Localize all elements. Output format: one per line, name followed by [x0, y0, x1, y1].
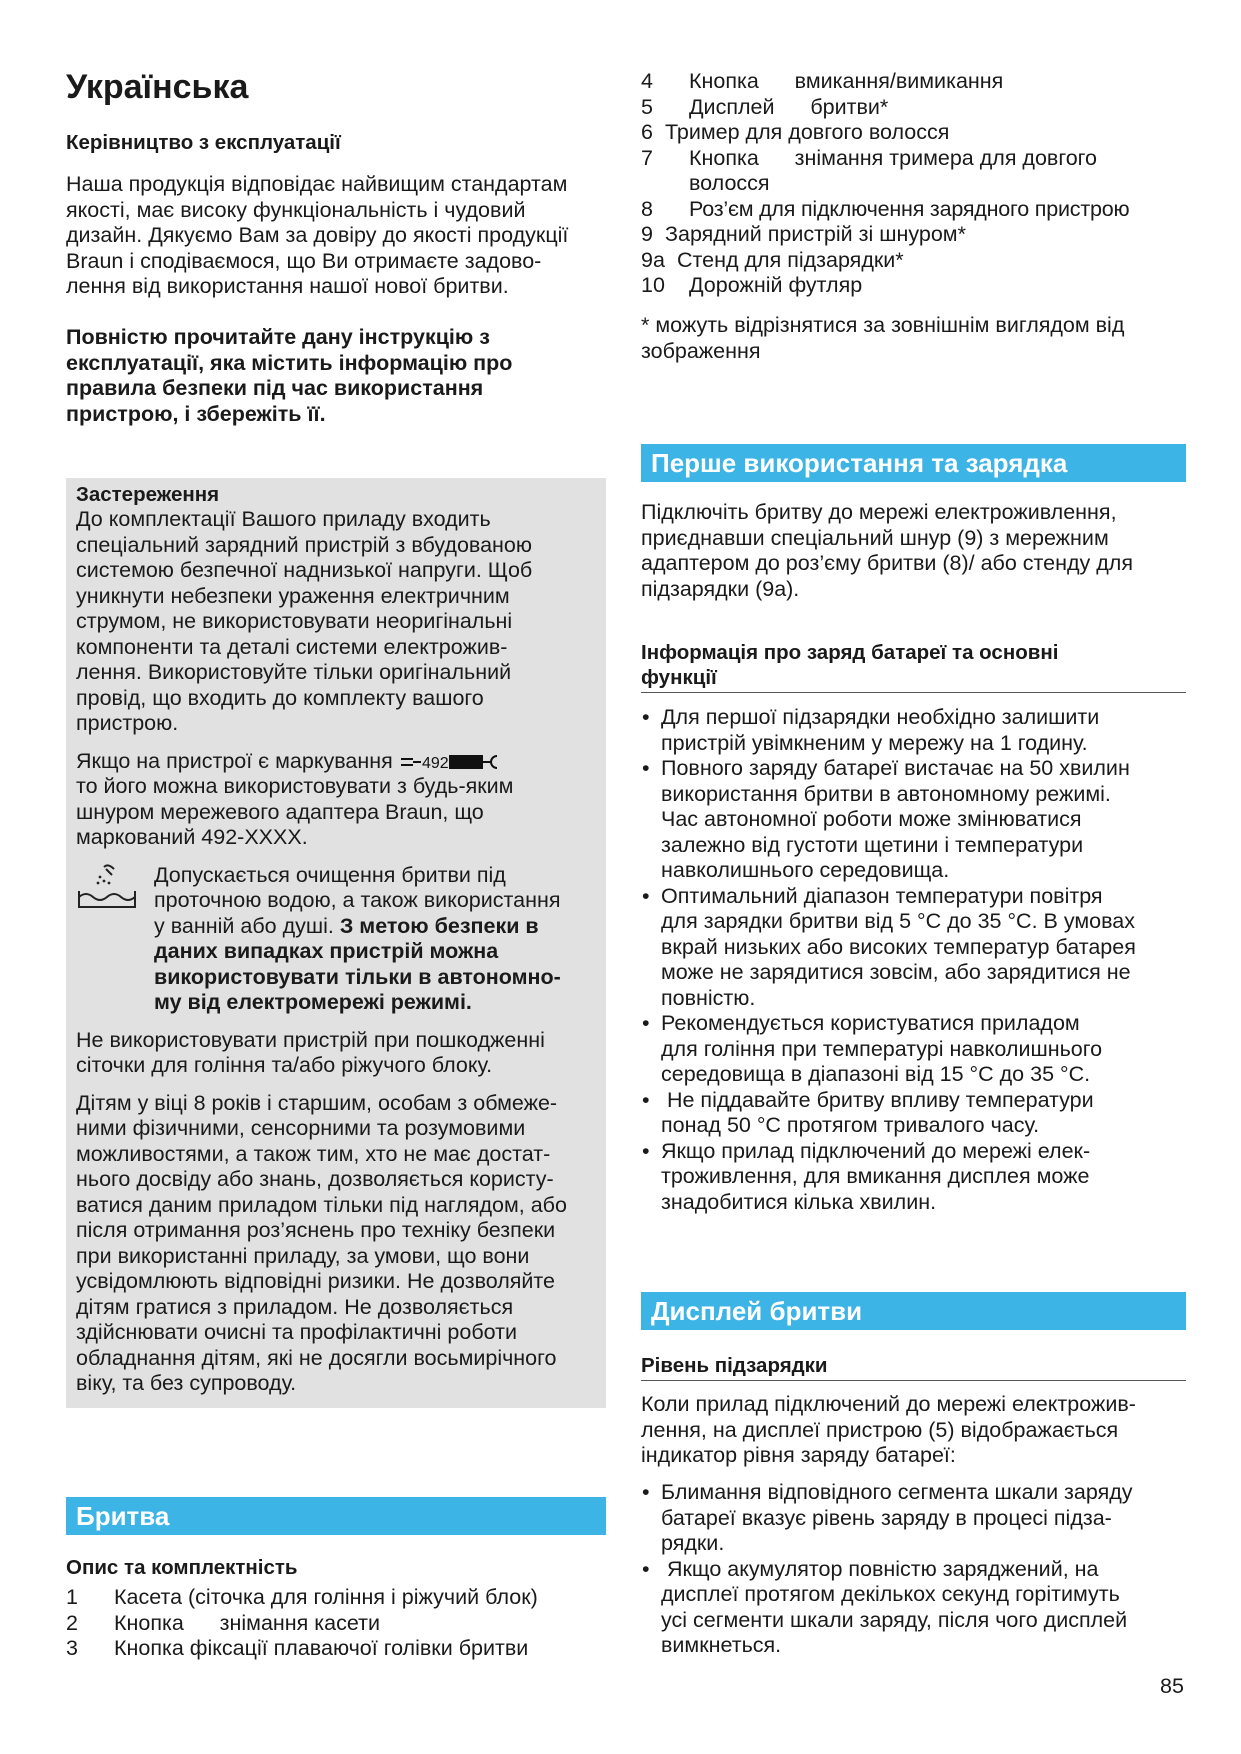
- battery-heading: Інформація про заряд батареї та основні функції: [641, 640, 1186, 693]
- warning-box: [66, 478, 606, 1408]
- shower-note: Допускається очищення бритви під проточною водою, а також використання у ванній або душі. З метою безпеки в даних випадках пристрій можна використовувати тільки в автономно- му від електромережі режимі.: [76, 863, 596, 1016]
- parts-list-right: [641, 69, 1186, 299]
- list-item: • Якщо прилад підключений до мережі елек- троживлення, для вмикання дисплея може знадобитися кілька хвилин.: [641, 1139, 1186, 1216]
- list-item: 7 Кнопка знімання тримера для довгого: [641, 145, 1098, 170]
- list-item: 3 Кнопка фіксації плаваючої голівки бритви: [66, 1636, 529, 1660]
- page-title: Українська: [66, 68, 249, 106]
- description-heading: Опис та комплектність: [66, 1556, 298, 1579]
- intro-paragraph: Наша продукція відповідає найвищим стандартам якості, має високу функціональність і чудовий дизайн. Дякуємо Вам за довіру до якості продукції Braun і сподіваємося, що Ви отримаєте задово- лення від використання нашої нової бритви.: [66, 172, 569, 298]
- symbol-code-text: 492: [421, 754, 449, 771]
- list-item: • Якщо акумулятор повністю заряджений, на дисплеї протягом декількох секунд горітимуть усі сегменти шкали заряду, після чого дисплей вимкнеться.: [641, 1557, 1186, 1659]
- first-use-paragraph: Підключіть бритву до мережі електроживлення, приєднавши спеціальний шнур (9) з мережним адаптером до роз’єму бритви (8)/ або стенду для підзарядки (9a).: [641, 500, 1133, 601]
- battery-bullet-list: [641, 705, 1186, 1215]
- children-paragraph: Дітям у віці 8 років і старшим, особам з обмеже- ними фізичними, сенсорними та розумовими можливостями, а також тим, хто не має достат- нього досвіду або знань, дозволяється користу- ватися даним приладом тільки під наглядом, або після отримання роз’яснень про техніку безпеки при використанні приладу, за умови, що вони усвідомлюють відповідні ризики. Не дозволяйте дітям гратися з приладом. Не дозволяється здійснювати очисні та профілактичні роботи обладнання дітям, які не досягли восьмирічного віку, та без супроводу.: [76, 1090, 567, 1395]
- charge-level-heading: Рівень підзарядки: [641, 1353, 1186, 1381]
- marking-paragraph: Якщо на пристрої є маркування 492 то його можна використовувати з будь-яким шнуром мережевого адаптера Braun, що маркований 492-XXXX.: [76, 748, 514, 849]
- charge-bullet-list: [641, 1480, 1186, 1659]
- warning-heading: Застереження: [76, 483, 220, 506]
- footnote: * можуть відрізнятися за зовнішнім виглядом від зображення: [641, 313, 1125, 363]
- list-item: • Для першої підзарядки необхідно залишити пристрій увімкненим у мережу на 1 годину.: [641, 705, 1186, 756]
- list-item: • Не піддавайте бритву впливу температури понад 50 °C протягом тривалого часу.: [641, 1088, 1186, 1139]
- read-notice: Повністю прочитайте дану інструкцію з експлуатації, яка містить інформацію про правила безпеки під час використання пристрою, і збережіть її.: [66, 325, 513, 426]
- list-item: 1 Касета (сіточка для гоління і ріжучий блок): [66, 1585, 538, 1609]
- manual-heading: Керівництво з експлуатації: [66, 131, 341, 154]
- list-item: • Повного заряду батареї вистачає на 50 хвилин використання бритви в автономному режимі. Час автономної роботи може змінюватися залежно від густоти щетини і температури навколишнього середовища.: [641, 756, 1186, 884]
- charger-plug-icon: [399, 753, 499, 771]
- shower-bath-icon: [76, 863, 154, 1016]
- list-item: 2 Кнопка знімання касети: [66, 1610, 380, 1635]
- list-item: 9 Зарядний пристрій зі шнуром*: [641, 222, 966, 246]
- page-number: 85: [1160, 1674, 1184, 1698]
- list-item: 9a Стенд для підзарядки*: [641, 247, 904, 272]
- list-item: 6 Тример для довгого волосся: [641, 120, 950, 144]
- list-item: • Оптимальний діапазон температури повітря для зарядки бритви від 5 °C до 35 °C. В умовах вкрай низьких або високих температур батарея може не зарядитися зовсім, або зарядитися не повністю.: [641, 884, 1186, 1012]
- charge-paragraph: Коли прилад підключений до мережі електрожив- лення, на дисплеї пристрою (5) відображається індикатор рівня заряду батареї:: [641, 1392, 1136, 1467]
- list-item: • Блимання відповідного сегмента шкали заряду батареї вказує рівень заряду в процесі підза- рядки.: [641, 1480, 1186, 1557]
- list-item: • Рекомендується користуватися приладом для гоління при температурі навколишнього середовища в діапазоні від 15 °C до 35 °C.: [641, 1011, 1186, 1088]
- damage-paragraph: Не використовувати пристрій при пошкодженні сіточки для гоління та/або ріжучого блоку.: [76, 1027, 545, 1077]
- list-item: волосся: [689, 171, 770, 195]
- shaver-section-bar: Бритва: [66, 1497, 606, 1535]
- list-item: 10 Дорожній футляр: [641, 273, 863, 297]
- display-section-bar: Дисплей бритви: [641, 1292, 1186, 1330]
- parts-list-left: [66, 1585, 606, 1662]
- first-use-section-bar: Перше використання та зарядка: [641, 444, 1186, 482]
- list-item: 8 Роз’єм для підключення зарядного пристрою: [641, 196, 1130, 221]
- list-item: 4 Кнопка вмикання/вимикання: [641, 69, 1004, 93]
- warning-paragraph: До комплектації Вашого приладу входить спеціальний зарядний пристрій з вбудованою системою безпечної наднизької напруги. Щоб уникнути небезпеки ураження електричним струмом, не використовувати неоригінальні компоненти та деталі системи електрожив- лення. Використовуйте тільки оригінальний провід, що входить до комплекту вашого пристрою.: [76, 507, 533, 735]
- list-item: 5 Дисплей бритви*: [641, 94, 889, 119]
